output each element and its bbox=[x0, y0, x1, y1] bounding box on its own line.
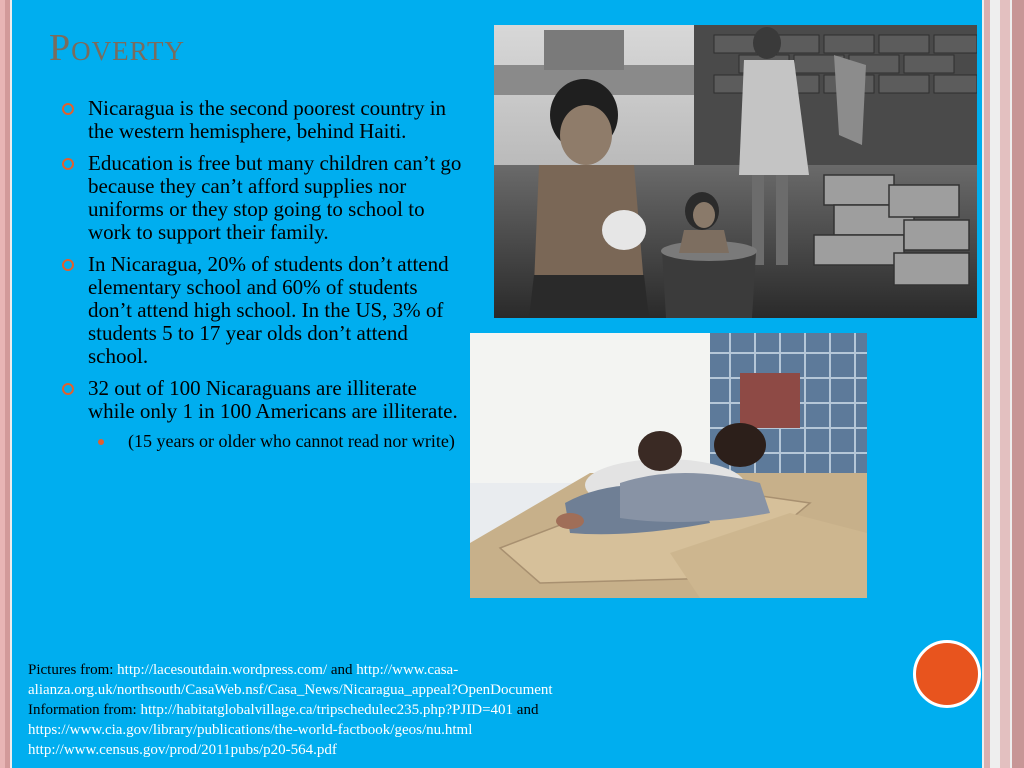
info-credit-3 bbox=[28, 740, 908, 760]
pictures-credit bbox=[28, 660, 908, 680]
info-link-1[interactable]: http://habitatglobalvillage.ca/tripschedulec235.php?PJID=401 bbox=[140, 702, 514, 718]
pictures-label: Pictures from: bbox=[28, 662, 118, 678]
sub-bullet-text: (15 years or older who cannot read nor write) bbox=[128, 431, 455, 451]
frame-stripe-right-middle bbox=[1000, 0, 1010, 768]
sub-bullet-item bbox=[128, 431, 462, 452]
bullet-item bbox=[62, 377, 462, 452]
bullet-item bbox=[62, 97, 462, 143]
bullet-text: Nicaragua is the second poorest country in the western hemisphere, behind Haiti. bbox=[88, 96, 447, 143]
sub-bullet-list bbox=[128, 431, 462, 452]
color-photo-illustration bbox=[470, 333, 867, 598]
pictures-link-2-cont[interactable]: alianza.org.uk/northsouth/CasaWeb.nsf/Casa_News/Nicaragua_appeal?OpenDocument bbox=[28, 682, 553, 698]
frame-stripe-right-inner bbox=[984, 0, 990, 768]
bullet-text: 32 out of 100 Nicaraguans are illiterate while only 1 in 100 Americans are illiterate. bbox=[88, 376, 458, 423]
bullet-list bbox=[62, 97, 462, 461]
bullet-text: Education is free but many children can’t go because they can’t afford supplies nor uniforms or they stop going to school to work to support their family. bbox=[88, 151, 462, 244]
bullet-ring-icon bbox=[62, 259, 74, 271]
bullet-item bbox=[62, 152, 462, 244]
source-credits bbox=[28, 660, 908, 760]
bullet-ring-icon bbox=[62, 158, 74, 170]
info-credit bbox=[28, 700, 908, 720]
photo-children-at-well bbox=[494, 25, 977, 318]
pictures-credit-cont bbox=[28, 680, 908, 700]
bullet-ring-icon bbox=[62, 103, 74, 115]
info-credit-2 bbox=[28, 720, 908, 740]
info-link-2[interactable]: https://www.cia.gov/library/publications/the-world-factbook/geos/nu.html bbox=[28, 722, 473, 738]
bullet-text: In Nicaragua, 20% of students don’t attend elementary school and 60% of students don’t attend high school. In the US, 3% of students 5 to 17 year olds don’t attend school. bbox=[88, 252, 449, 368]
accent-circle bbox=[913, 640, 981, 708]
bw-photo-illustration bbox=[494, 25, 977, 318]
and-text: and bbox=[327, 662, 357, 678]
info-link-3[interactable]: http://www.census.gov/prod/2011pubs/p20-564.pdf bbox=[28, 742, 337, 758]
pictures-link-2[interactable]: http://www.casa- bbox=[356, 662, 459, 678]
sub-bullet-dot-icon bbox=[98, 439, 104, 445]
frame-stripe-left-inner bbox=[5, 0, 10, 768]
pictures-link-1[interactable]: http://lacesoutdain.wordpress.com/ bbox=[117, 662, 328, 678]
bullet-ring-icon bbox=[62, 383, 74, 395]
bullet-item bbox=[62, 253, 462, 368]
photo-children-sleeping bbox=[470, 333, 867, 598]
slide-title: Poverty bbox=[49, 27, 186, 69]
and-text: and bbox=[513, 702, 539, 718]
info-label: Information from: bbox=[28, 702, 141, 718]
frame-stripe-right-outer bbox=[1012, 0, 1024, 768]
